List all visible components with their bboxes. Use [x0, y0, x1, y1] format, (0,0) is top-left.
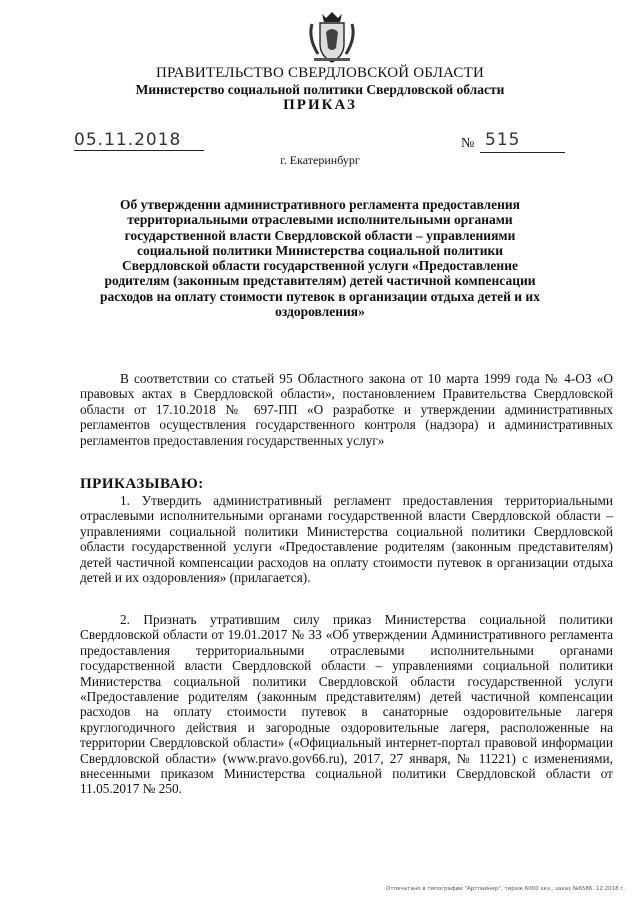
order-item-2: 2. Признать утратившим силу приказ Министерства социальной политики Свердловской области от 19.01.2017 № 33 «Об утверждении Административного регламента предоставления территориальными отраслевыми исполнительными органами государственной власти Свердловской области – управлениями социальной политики Министерства социальной политики Свердловской области государственной услуги «Предоставление родителям (законным представителям) детей частичной компенсации расходов на оплату стоимости путевок в санаторные оздоровительные лагеря круглогодичного действия и загородные оздоровительные лагеря, расположенные на территории Свердловской области» («Официальный интернет-портал правовой информации Свердловской области» (www.pravo.gov66.ru), 2017, 27 января, № 11221) с изменениями, внесенными приказом Министерства социальной политики Свердловской области от 11.05.2017 № 250. [80, 612, 613, 797]
city: г. Екатеринбург [280, 153, 360, 167]
document-type: ПРИКАЗ [283, 97, 357, 113]
government-name: ПРАВИТЕЛЬСТВО СВЕРДЛОВСКОЙ ОБЛАСТИ [155, 65, 485, 81]
number-label: № [461, 136, 475, 151]
coat-of-arms-icon [304, 8, 360, 66]
document-title: Об утверждении административного регламента предоставления территориальными отраслевыми исполнительными органами государственной власти Свердловской области – управлениями социальной политики Министерства социальной политики Свердловской области государственной услуги «Предоставление родителям (законным представителям) детей частичной компенсации расходов на оплату стоимости путевок в организации отдыха детей и их оздоровления» [100, 197, 540, 320]
preamble-paragraph: В соответствии со статьей 95 Областного закона от 10 марта 1999 года № 4-ОЗ «О правовых актах в Свердловской области», постановлением Правительства Свердловской области от 17.10.2018 № 697-ПП «О разработке и утверждении административных регламентов осуществления государственного контроля (надзора) и административных регламентов предоставления государственных услуг» [80, 371, 613, 448]
date-underline [74, 150, 204, 151]
order-word: ПРИКАЗЫВАЮ: [80, 476, 204, 492]
order-date: 05.11.2018 [74, 130, 182, 150]
order-number: 515 [485, 130, 521, 150]
ministry-name: Министерство социальной политики Свердловской области [135, 82, 505, 97]
print-footer: Отпечатано в типографии "Артлайнер", тираж 6000 экз., заказ №6586. 12.2018 г. [386, 886, 626, 892]
order-item-1: 1. Утвердить административный регламент предоставления территориальными отраслевыми исполнительными органами государственной власти Свердловской области – управлениями социальной политики Министерства социальной политики Свердловской области государственной услуги «Предоставление родителям (законным представителям) детей частичной компенсации расходов на оплату стоимости путевок в организации отдыха детей и их оздоровления» (прилагается). [80, 493, 613, 586]
